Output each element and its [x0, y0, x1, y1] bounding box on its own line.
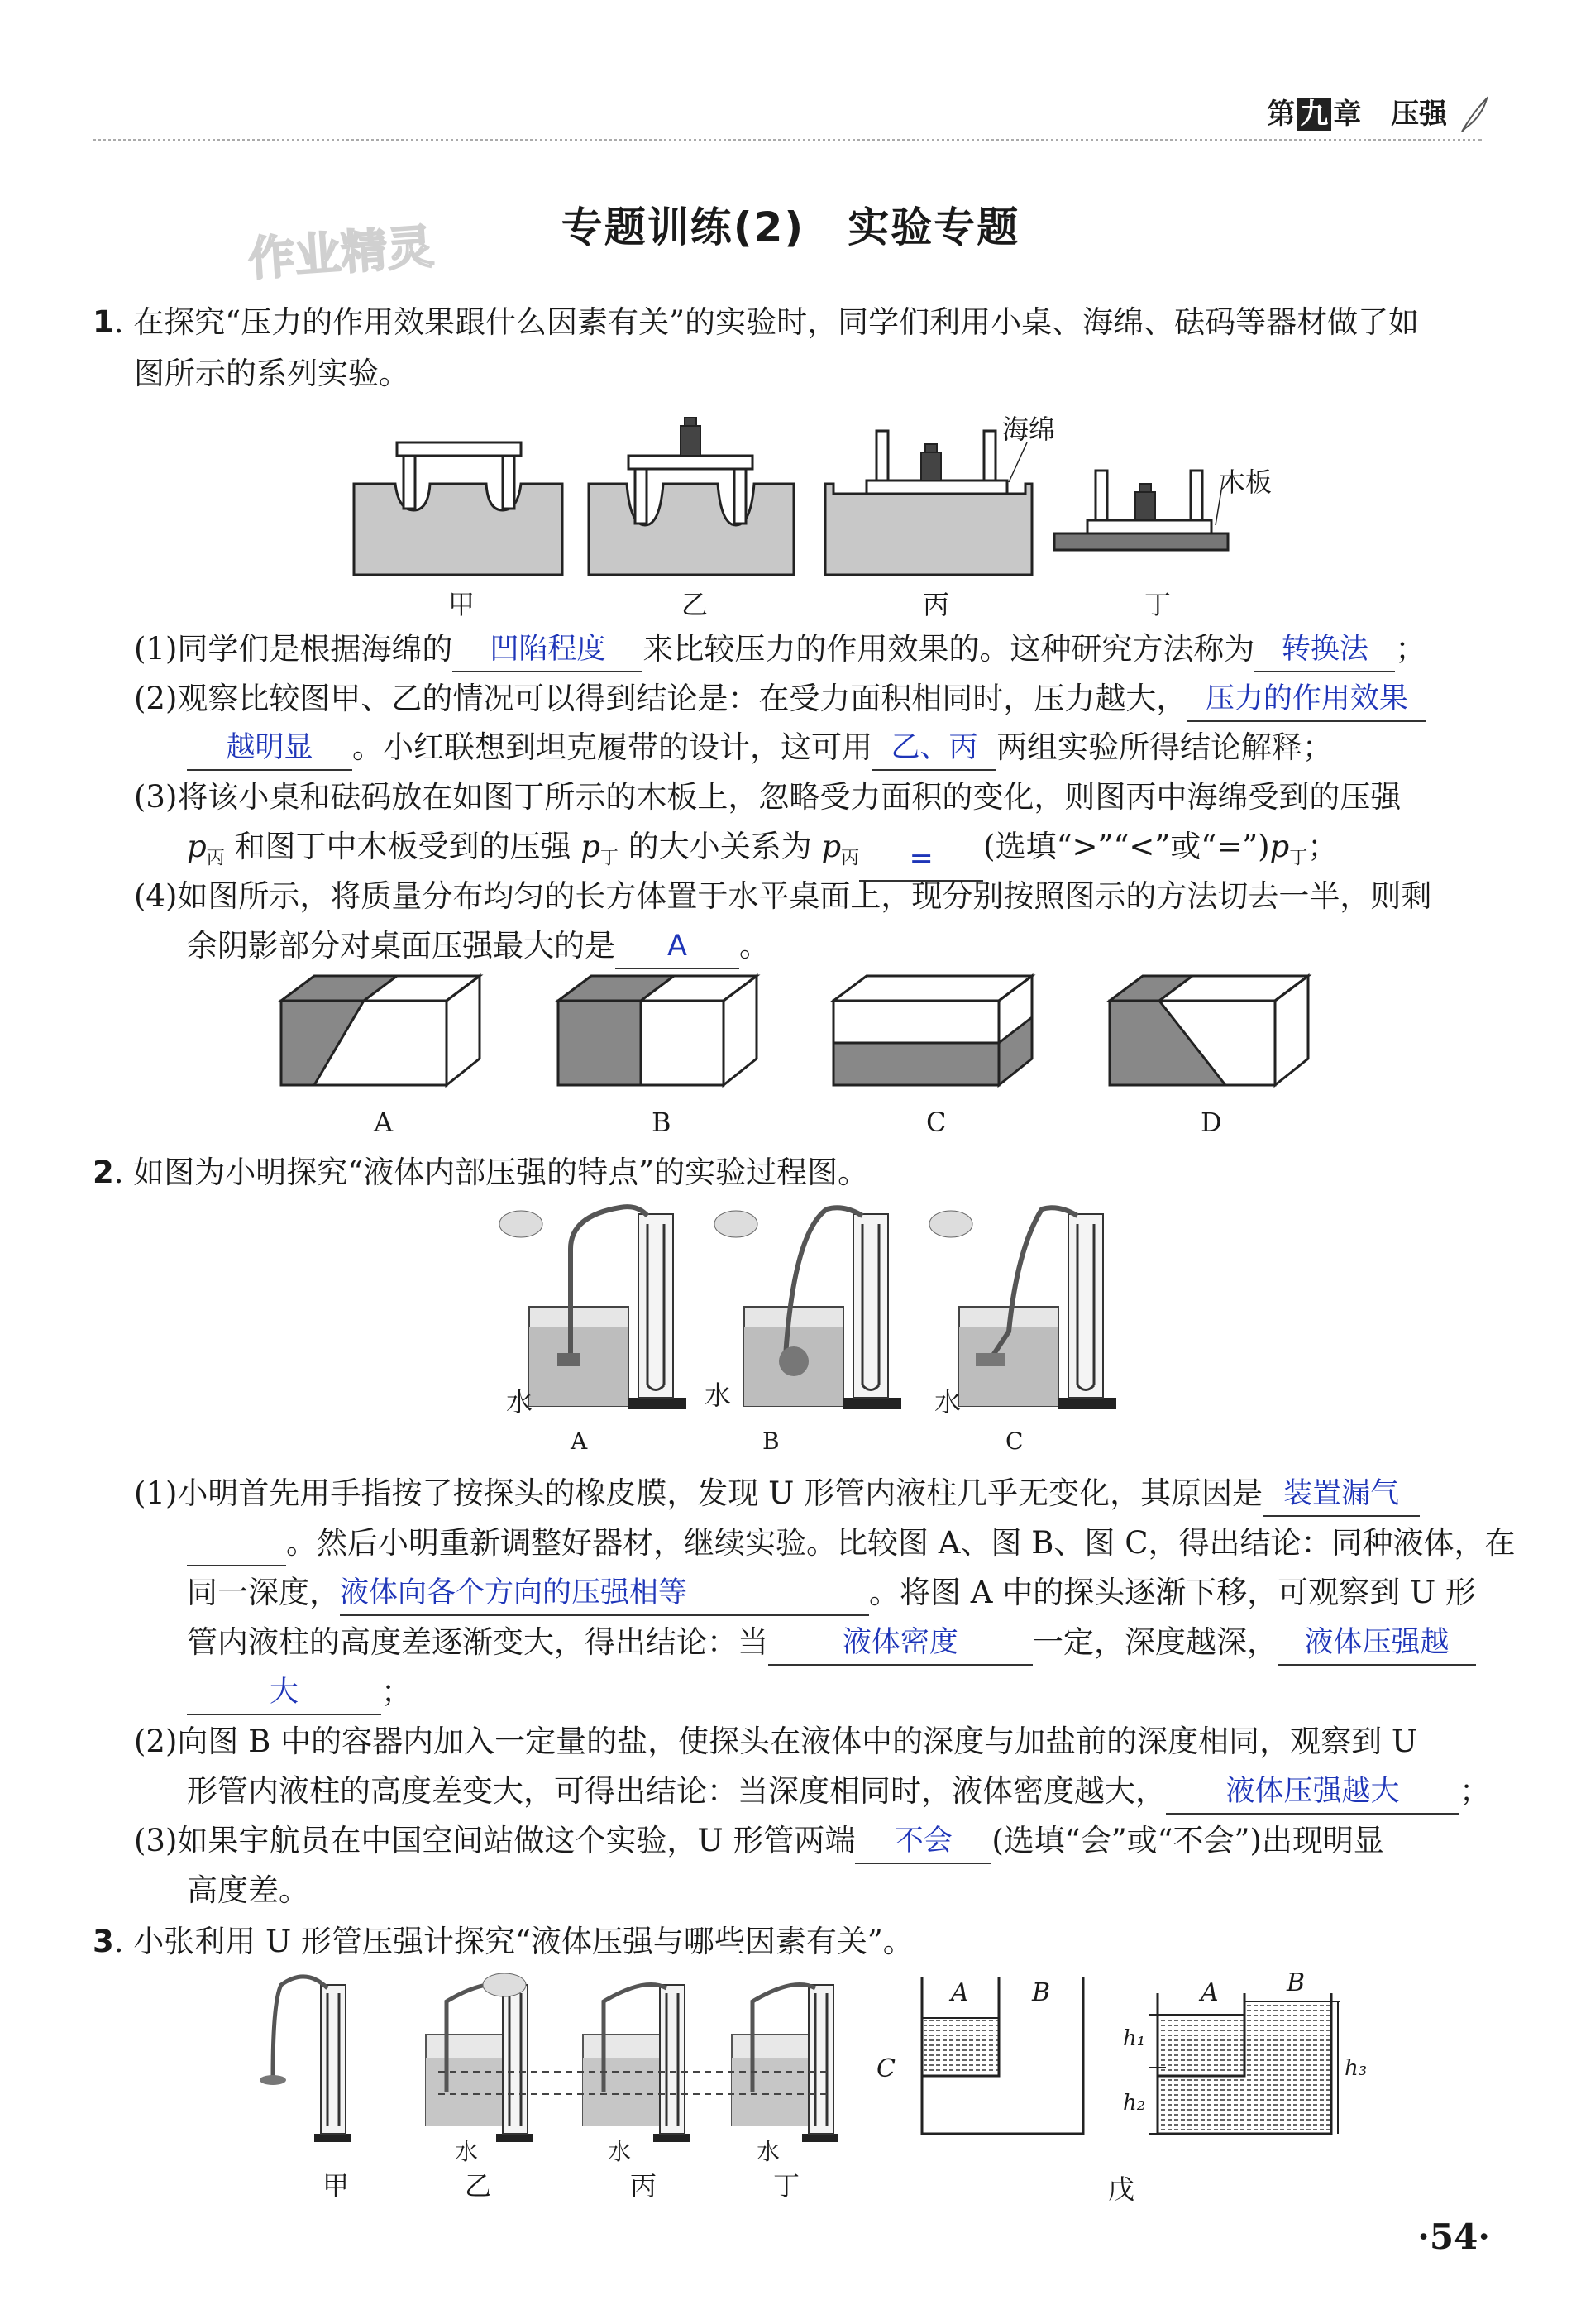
h2-label: h₂ [1123, 2091, 1146, 2116]
q1-p2-blank1b [187, 733, 352, 771]
q2-stem-text: . 如图为小明探究“液体内部压强的特点”的实验过程图。 [113, 1155, 869, 1190]
q3-label-wu: 戊 [1108, 2173, 1135, 2205]
q2-water-c: 水 [934, 1386, 962, 1418]
q2-p1-text-a: (1)小明首先用手指按了按探头的橡皮膜，发现 U 形管内液柱几乎无变化，其原因是 [134, 1475, 1263, 1511]
p-sub-bing: 丙 [206, 848, 225, 869]
q2-p3-text-a: (3)如果宇航员在中国空间站做这个实验，U 形管两端 [134, 1823, 856, 1858]
q1-stem-line2: 图所示的系列实验。 [134, 356, 409, 391]
q2-p3-text-b: (选填“会”或“不会”)出现明显 [991, 1823, 1384, 1858]
q2-p1-text-f: 一定，深度越深， [1033, 1624, 1278, 1660]
fig-label-yi: 乙 [681, 589, 709, 620]
q1-p2-answer1b: 越明显 [226, 731, 313, 764]
chapter-prefix: 第 [1267, 98, 1296, 131]
q1-stem-line1 [93, 299, 1419, 346]
q1-p1-text-c: ； [1395, 631, 1426, 667]
box-label-a: A [374, 1107, 394, 1138]
q2-p2-text-b: 形管内液柱的高度差变大，可得出结论：当深度相同时，液体密度越大， [187, 1773, 1166, 1809]
q1-p3-text-d: (选填“>”“<”或“=”) [983, 829, 1270, 864]
watermark: 作业精灵 [246, 220, 436, 287]
p-symbol: p [821, 829, 842, 864]
q3-number: 3 [93, 1924, 114, 1959]
q2-p1-answer4b: 大 [270, 1676, 299, 1709]
q2-p1-text-b: 。然后小明重新调整好器材，继续实验。比较图 A、图 B、图 C，得出结论：同种液体，在 [286, 1525, 1516, 1561]
header-divider [93, 139, 1482, 141]
q1-p1-blank1 [452, 634, 642, 672]
q1-box-figure [273, 968, 1331, 1100]
vessel-label-a: A [951, 1978, 969, 2007]
q2-p1-blank3 [768, 1628, 1033, 1666]
q1-part4-line2 [187, 923, 770, 969]
q2-part2-line1: (2)向图 B 中的容器内加入一定量的盐，使探头在液体中的深度与加盐前的深度相同，观察到 U [134, 1724, 1418, 1759]
q2-part1-line5 [187, 1669, 412, 1715]
q2-label-b: B [762, 1427, 780, 1455]
p-symbol: p [580, 829, 600, 864]
q1-p2-text-c: 两组实验所得结论解释； [996, 729, 1333, 765]
q2-p1-blank1b [187, 1528, 286, 1566]
q2-label-c: C [1005, 1427, 1024, 1455]
q2-p1-blank4b [187, 1677, 381, 1715]
vessel-label-b: B [1032, 1978, 1051, 2007]
q1-table-figure [347, 401, 1240, 616]
q3-water-ding: 水 [757, 2138, 781, 2165]
q3-label-ding: 丁 [773, 2170, 800, 2202]
q1-part2-line1 [134, 676, 1426, 722]
quill-icon [1457, 95, 1490, 136]
q1-p3-text-b: 和图丁中木板受到的压强 [234, 829, 571, 864]
q3-stem [93, 1919, 914, 1965]
p-sub-bing: 丙 [841, 848, 860, 869]
q2-p2-blank [1166, 1776, 1459, 1815]
p-symbol: p [187, 829, 207, 864]
q1-p1-answer2: 转换法 [1281, 633, 1368, 666]
page-number: ·54· [1417, 2216, 1490, 2257]
q3-water-bing: 水 [608, 2138, 632, 2165]
q1-p2-text-b: 。小红联想到坦克履带的设计，这可用 [352, 729, 872, 765]
q2-p1-blank4 [1278, 1628, 1476, 1666]
q1-p4-blank [615, 931, 739, 969]
q2-p1-text-c: 同一深度， [187, 1575, 340, 1610]
q1-p2-blank2 [872, 733, 996, 771]
q2-p1-text-e: 管内液柱的高度差逐渐变大，得出结论：当 [187, 1624, 768, 1660]
q2-part3-line2: 高度差。 [187, 1872, 309, 1908]
q2-p1-answer3: 液体密度 [842, 1626, 958, 1659]
q2-p3-answer: 不会 [894, 1824, 953, 1858]
q1-p1-answer1: 凹陷程度 [490, 633, 606, 666]
chapter-number: 九 [1297, 98, 1331, 131]
q2-part1-line3 [187, 1570, 1476, 1616]
q1-p4-text-c: 。 [739, 928, 770, 964]
fig-label-jia: 甲 [448, 589, 475, 620]
fig-label-ding: 丁 [1144, 589, 1172, 620]
h1-label: h₁ [1123, 2026, 1146, 2051]
chapter-suffix: 章 [1333, 98, 1362, 131]
q1-p4-text-b: 余阴影部分对桌面压强最大的是 [187, 928, 615, 964]
q1-p2-text-a: (2)观察比较图甲、乙的情况可以得到结论是：在受力面积相同时，压力越大， [134, 681, 1187, 716]
q3-water-yi: 水 [455, 2138, 479, 2165]
q2-number: 2 [93, 1155, 114, 1190]
q2-p2-answer: 液体压强越大 [1225, 1775, 1400, 1808]
q2-p3-blank [855, 1826, 991, 1864]
q1-p2-answer1: 压力的作用效果 [1205, 682, 1408, 715]
q2-part2-line2 [187, 1768, 1490, 1815]
q1-p3-text-e: ； [1307, 829, 1339, 864]
sponge-label: 海绵 [1002, 414, 1056, 445]
q2-water-b: 水 [705, 1380, 732, 1411]
vessel-label-a2: A [1201, 1978, 1219, 2007]
q1-p2-blank1 [1187, 684, 1426, 722]
p-sub-ding: 丁 [1289, 848, 1308, 869]
q1-stem-text1: . 在探究“压力的作用效果跟什么因素有关”的实验时，同学们利用小桌、海绵、砝码等器材做了如 [113, 304, 1420, 340]
q2-part1-line1 [134, 1470, 1420, 1517]
q1-p1-blank2 [1254, 634, 1395, 672]
q2-p1-blank2 [340, 1578, 869, 1616]
q2-p1-answer1: 装置漏气 [1283, 1477, 1400, 1510]
q3-stem-text: . 小张利用 U 形管压强计探究“液体压强与哪些因素有关”。 [113, 1924, 914, 1959]
board-label: 木板 [1219, 466, 1273, 498]
q1-p3-answer: = [909, 842, 934, 876]
q2-stem [93, 1150, 868, 1196]
h3-label: h₃ [1345, 2056, 1368, 2081]
p-sub-ding: 丁 [599, 848, 619, 869]
q1-part4-line1: (4)如图所示，将质量分布均匀的长方体置于水平桌面上，现分别按照图示的方法切去一半，则剩 [134, 878, 1432, 914]
q2-part1-line2 [187, 1520, 1516, 1566]
q2-label-a: A [571, 1427, 588, 1455]
q2-water-a: 水 [506, 1386, 533, 1418]
q3-label-yi: 乙 [465, 2170, 492, 2202]
q3-label-bing: 丙 [630, 2170, 657, 2202]
q3-label-jia: 甲 [322, 2170, 350, 2202]
q2-part1-line4 [187, 1619, 1476, 1666]
q1-part1 [134, 626, 1426, 672]
q2-p1-blank1 [1263, 1479, 1420, 1517]
q1-number: 1 [93, 304, 114, 340]
q2-p1-text-g: ； [381, 1674, 412, 1710]
box-label-c: C [926, 1107, 947, 1138]
q1-p1-text-a: (1)同学们是根据海绵的 [134, 631, 453, 667]
fig-label-bing: 丙 [923, 589, 950, 620]
q1-p4-answer: A [667, 930, 687, 963]
q1-part3-line1: (3)将该小桌和砝码放在如图丁所示的木板上，忽略受力面积的变化，则图丙中海绵受到的压强 [134, 779, 1402, 815]
q2-p1-answer2: 液体向各个方向的压强相等 [340, 1576, 688, 1609]
box-label-b: B [652, 1107, 671, 1138]
vessel-label-c: C [876, 2054, 896, 2083]
box-label-d: D [1201, 1107, 1222, 1138]
vessel-label-b2: B [1287, 1968, 1306, 1997]
chapter-title: 压强 [1391, 98, 1448, 131]
page-title: 专题训练(2) 实验专题 [561, 203, 1020, 251]
p-symbol: p [1269, 829, 1290, 864]
q2-p2-text-c: ； [1459, 1773, 1490, 1809]
q1-p1-text-b: 来比较压力的作用效果的。这种研究方法称为 [642, 631, 1255, 667]
chapter-header [1267, 91, 1490, 136]
q2-p1-text-d: 。将图 A 中的探头逐渐下移，可观察到 U 形 [869, 1575, 1476, 1610]
q1-p2-answer2: 乙、丙 [891, 731, 978, 764]
q1-part2-line2 [187, 724, 1333, 771]
q2-part3-line1 [134, 1818, 1384, 1864]
q2-manometer-figure [488, 1199, 1133, 1423]
q1-p3-text-c: 的大小关系为 [628, 829, 812, 864]
q2-p1-answer4: 液体压强越 [1304, 1626, 1450, 1659]
